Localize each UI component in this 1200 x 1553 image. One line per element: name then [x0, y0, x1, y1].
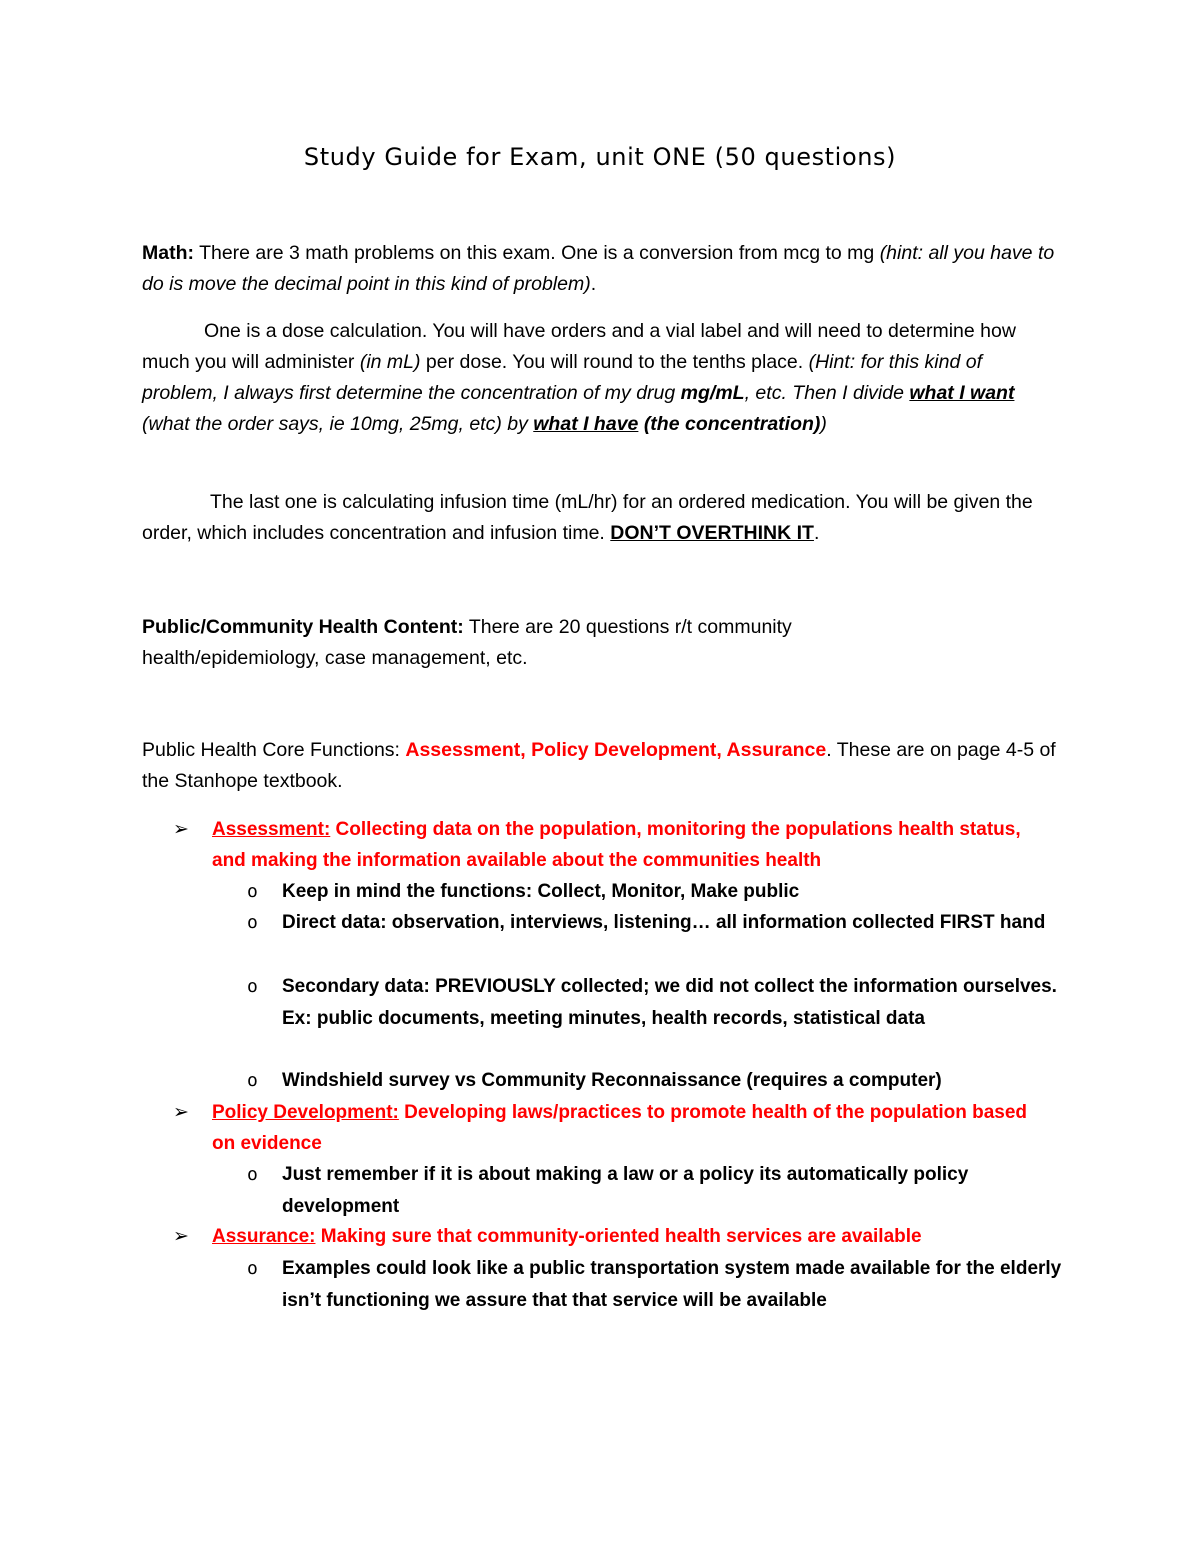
- community-text: There are 20 questions r/t community health/epidemiology, case management, etc.: [142, 616, 792, 669]
- math-line1: There are 3 math problems on this exam. One is a conversion from mcg to mg: [194, 242, 880, 264]
- policy-text: [212, 1097, 1052, 1159]
- dose-text-a: One is a dose calculation. You will have orders and a vial label and will need to determine how much you will administer: [142, 320, 1016, 373]
- sub-item-text: Just remember if it is about making a law or a policy its automatically policy development: [282, 1164, 969, 1217]
- policy-term: Policy Development:: [212, 1102, 399, 1123]
- math-colon: :: [187, 242, 194, 264]
- dose-hint-1: (Hint: for this kind of problem, I always first determine the concentration of my drug: [142, 351, 983, 404]
- dose-concentration: (the concentration): [643, 413, 821, 435]
- assessment-term: Assessment:: [212, 819, 331, 840]
- core-functions-list: Assessment, Policy Development, Assurance: [405, 739, 827, 761]
- page-title: Study Guide for Exam, unit ONE (50 questions): [303, 143, 897, 171]
- policy-def: Developing laws/practices to promote health of the population based on evidence: [212, 1102, 1028, 1154]
- dose-what-i-have: what I have: [533, 413, 639, 435]
- arrow-bullet-icon: ➢: [173, 1226, 189, 1247]
- dose-mg-ml: mg/mL: [680, 382, 745, 404]
- arrow-bullet-icon: ➢: [173, 819, 189, 840]
- circle-bullet-icon: o: [247, 1164, 258, 1185]
- assessment-def: Collecting data on the population, monitoring the populations health status, and making the information available about the communities health: [212, 819, 1021, 871]
- assurance-text: [212, 1221, 1052, 1252]
- math-paragraph: [142, 238, 1062, 300]
- dose-hint-3: (what the order says, ie 10mg, 25mg, etc) by: [142, 413, 534, 435]
- math-label: Math: [142, 242, 188, 264]
- sub-item-text: Secondary data: PREVIOUSLY collected; we did not collect the information ourselves. Ex: public documents, meeting minutes, health records, statistical data: [282, 976, 1057, 1029]
- sub-item-text: Direct data: observation, interviews, listening… all information collected FIRST hand: [282, 912, 1046, 933]
- math-hint: (hint: all you have to do is move the decimal point in this kind of problem): [142, 242, 1055, 295]
- dose-hint-2: , etc. Then I divide: [744, 382, 910, 404]
- core-intro-b: . These are on page 4-5 of the Stanhope textbook.: [142, 739, 1056, 792]
- dose-what-i-want: what I want: [909, 382, 1015, 404]
- assurance-def: Making sure that community-oriented health services are available: [315, 1226, 922, 1247]
- circle-bullet-icon: o: [247, 976, 258, 997]
- dose-in-ml: (in mL): [359, 351, 421, 373]
- community-label: Public/Community Health Content:: [142, 616, 464, 638]
- community-paragraph: [142, 612, 902, 674]
- core-functions-intro: [142, 735, 1062, 797]
- dont-overthink: DON’T OVERTHINK IT: [610, 522, 814, 544]
- circle-bullet-icon: o: [247, 881, 258, 902]
- dose-paragraph: [142, 316, 1062, 440]
- circle-bullet-icon: o: [247, 912, 258, 933]
- assessment-text: [212, 814, 1052, 876]
- assurance-term: Assurance:: [212, 1226, 316, 1247]
- core-intro-a: Public Health Core Functions:: [142, 739, 406, 761]
- circle-bullet-icon: o: [247, 1070, 258, 1091]
- infusion-text: The last one is calculating infusion time (mL/hr) for an ordered medication. You will be given the order, which includes concentration and infusion time.: [142, 491, 1033, 544]
- sub-item-text: Windshield survey vs Community Reconnaissance (requires a computer): [282, 1070, 942, 1091]
- infusion-paragraph: [142, 487, 1062, 549]
- sub-item-text: Examples could look like a public transportation system made available for the elderly isn’t functioning we assure that that service will be available: [282, 1258, 1062, 1311]
- math-end: .: [590, 273, 597, 295]
- dose-close: ): [820, 413, 827, 435]
- infusion-end: .: [813, 522, 820, 544]
- arrow-bullet-icon: ➢: [173, 1102, 189, 1123]
- dose-text-b: per dose. You will round to the tenths place.: [420, 351, 809, 373]
- sub-item-text: Keep in mind the functions: Collect, Monitor, Make public: [282, 881, 800, 902]
- circle-bullet-icon: o: [247, 1258, 258, 1279]
